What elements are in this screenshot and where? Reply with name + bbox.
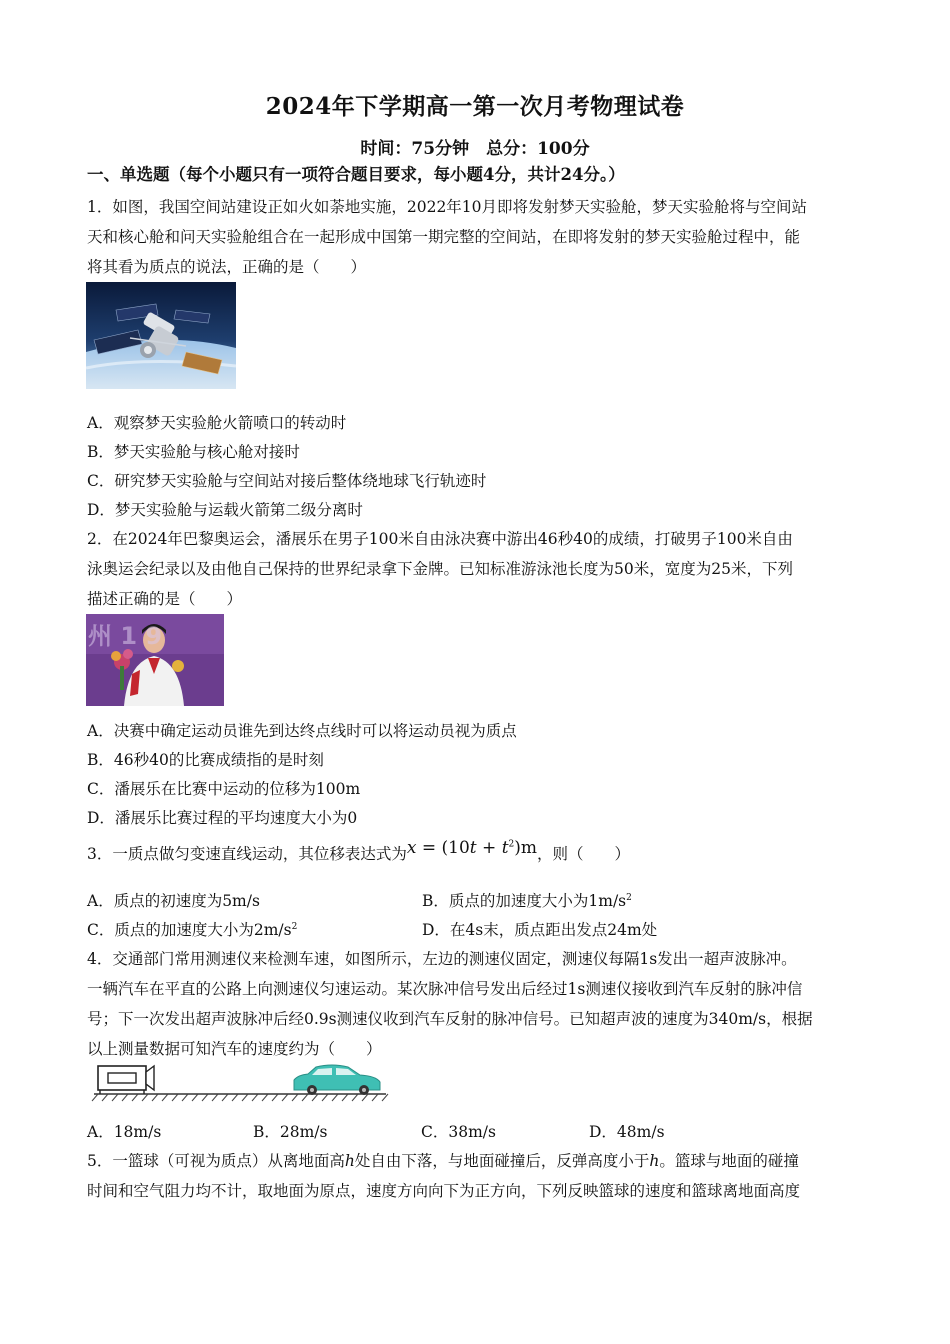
q3-stem-suffix: ，则（ ） [537, 845, 631, 863]
q2-line-3: 描述正确的是（ ） [87, 590, 243, 608]
page-subtitle: 时间：75分钟 总分：100分 [360, 139, 590, 159]
q3-option-c-sup: 2 [291, 921, 298, 932]
q3-stem-prefix: 3．一质点做匀变速直线运动，其位移表达式为 [87, 845, 407, 863]
q3-options-row-1 [87, 890, 867, 912]
q3-option-d: D．在4s末，质点距出发点24m处 [422, 921, 658, 939]
q4-option-d: D．48m/s [589, 1123, 665, 1141]
formula-t1: t [469, 838, 477, 858]
q3-option-b-sup: 2 [626, 892, 632, 903]
q3-option-c [87, 921, 297, 939]
formula-eq: = (10 [416, 838, 470, 858]
q5-var-h2: h [649, 1152, 660, 1170]
q2-option-c: C．潘展乐在比赛中运动的位移为100m [87, 780, 361, 798]
q1-option-b: B．梦天实验舱与核心舱对接时 [87, 443, 300, 461]
q3-option-b [422, 890, 632, 912]
formula-t2: t [501, 838, 509, 858]
q1-line-3: 将其看为质点的说法，正确的是（ ） [87, 258, 367, 276]
q1-option-c: C．研究梦天实验舱与空间站对接后整体绕地球飞行轨迹时 [87, 472, 487, 490]
formula-plus: + [476, 838, 502, 858]
q1-line-1: 1．如图，我国空间站建设正如火如荼地实施，2022年10月即将发射梦天实验舱，梦天实验舱将与空间站 [87, 198, 808, 216]
q2-option-d: D．潘展乐比赛过程的平均速度大小为0 [87, 809, 358, 827]
q4-options-row [87, 1121, 867, 1143]
formula-close: )m [514, 838, 538, 858]
q5-line-2: 时间和空气阻力均不计，取地面为原点，速度方向向下为正方向，下列反映篮球的速度和篮球离地面高度 [87, 1182, 801, 1200]
page-title: 2024年下学期高一第一次月考物理试卷 [265, 93, 685, 120]
q3-stem [87, 838, 867, 865]
space-station-image [86, 282, 236, 389]
q4-line-1: 4．交通部门常用测速仪来检测车速，如图所示，左边的测速仪固定，测速仪每隔1s发出一超声波脉冲。 [87, 950, 797, 968]
q1-option-a: A．观察梦天实验舱火箭喷口的转动时 [87, 414, 347, 432]
q3-option-b-text: B．质点的加速度大小为1m/s [422, 892, 627, 910]
q4-line-3: 号；下一次发出超声波脉冲后经0.9s测速仪收到汽车反射的脉冲信号。已知超声波的速度为340m/s，根据 [87, 1010, 813, 1028]
q5-var-h1: h [344, 1152, 355, 1170]
q3-option-a: A．质点的初速度为5m/s [87, 892, 260, 910]
q5-line-1-b: 处自由下落，与地面碰撞后，反弹高度小于 [354, 1152, 650, 1170]
radar-and-car-icon [86, 1062, 390, 1104]
q2-option-a: A．决赛中确定运动员谁先到达终点线时可以将运动员视为质点 [87, 722, 517, 740]
q2-option-b: B．46秒40的比赛成绩指的是时刻 [87, 751, 324, 769]
q4-option-c: C．38m/s [421, 1123, 496, 1141]
q4-line-2: 一辆汽车在平直的公路上向测速仪匀速运动。某次脉冲信号发出后经过1s测速仪接收到汽车反射的脉冲信 [87, 980, 803, 998]
photo-background-text: 州 1 9 [88, 622, 163, 650]
space-station-icon [86, 282, 236, 389]
q2-line-1: 2．在2024年巴黎奥运会，潘展乐在男子100米自由泳决赛中游出46秒40的成绩，打破男子100米自由 [87, 530, 793, 548]
q1-line-2: 天和核心舱和问天实验舱组合在一起形成中国第一期完整的空间站，在即将发射的梦天实验舱过程中，能 [87, 228, 801, 246]
q5-line-1-c: 。篮球与地面的碰撞 [659, 1152, 799, 1170]
formula-x: x [406, 838, 417, 858]
q4-line-4: 以上测量数据可知汽车的速度约为（ ） [87, 1040, 382, 1058]
section-heading: 一、单选题（每个小题只有一项符合题目要求，每小题4分，共计24分。） [87, 165, 625, 184]
formula-exponent: 2 [508, 839, 515, 850]
q3-formula [407, 838, 537, 858]
q5-line-1-a: 5．一篮球（可视为质点）从离地面高 [87, 1152, 345, 1170]
q3-options-row-2 [87, 919, 867, 941]
q3-option-c-text: C．质点的加速度大小为2m/s [87, 921, 292, 939]
q2-line-2: 泳奥运会纪录以及由他自己保持的世界纪录拿下金牌。已知标准游泳池长度为50米，宽度为25米，下列 [87, 560, 793, 578]
q5-line-1 [87, 1150, 867, 1172]
swimmer-photo [86, 614, 224, 706]
q1-option-d: D．梦天实验舱与运载火箭第二级分离时 [87, 501, 363, 519]
q4-option-a: A．18m/s [87, 1123, 162, 1141]
q4-option-b: B．28m/s [253, 1123, 328, 1141]
speed-radar-diagram [86, 1062, 390, 1104]
